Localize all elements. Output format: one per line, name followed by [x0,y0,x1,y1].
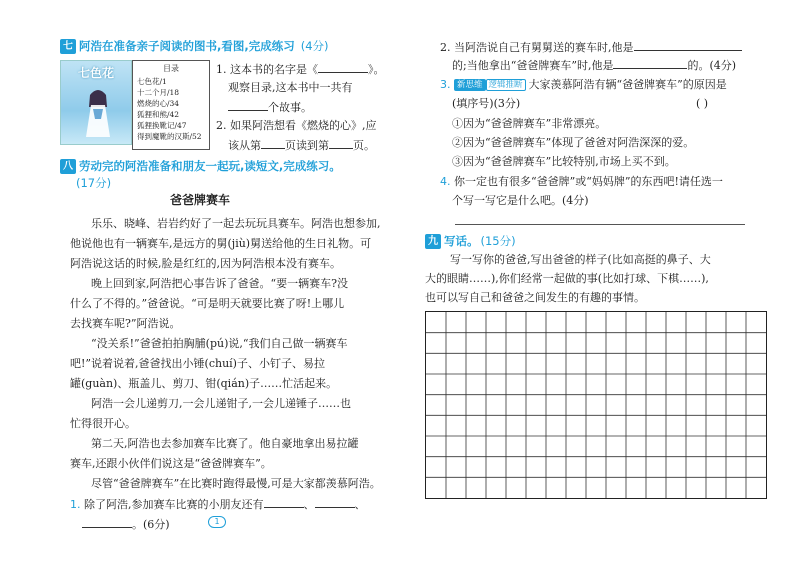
s8-question-1-cont: 。(6分) [82,517,170,532]
option-1: ①因为“爸爸牌赛车”非常漂亮。 [452,117,607,130]
page-number: 1 [208,516,226,528]
answer-blank[interactable] [634,40,742,51]
section8-header [60,158,341,174]
section9-score: (15分) [480,234,516,248]
story-line: 吧!”说着说着,爸爸找出小锤(chuí)子、小钉子、易拉 [70,357,325,370]
answer-blank[interactable] [318,62,368,73]
s7-question-2: 2. 如果阿浩想看《燃烧的心》,应 [216,119,377,132]
toc-item: 燃烧的心/34 [137,99,180,108]
story-line: “没关系!”爸爸拍拍胸脯(pú)说,“我们自己做一辆赛车 [91,337,348,350]
story-line: 他说他也有一辆赛车,是远方的舅(jiù)舅送给他的生日礼物。可 [70,237,372,250]
story-line: 阿浩一会儿递剪刀,一会儿递钳子,一会儿递锤子……也 [91,397,351,410]
writing-prompt-line: 也可以写自己和爸爸之间发生的有趣的事情。 [425,291,645,304]
section8-title: 劳动完的阿浩准备和朋友一起玩,读短文,完成练习。 [79,159,341,173]
toc-item: 得到魔靴的汉斯/52 [137,132,202,141]
section7-header [60,38,329,54]
s7-question-1-cont: 观察目录,这本书中一共有 [228,81,353,94]
story-line: 尽管“爸爸牌赛车”在比赛时跑得最慢,可是大家都羡慕阿浩。 [91,477,381,490]
new-thinking-tag: 新思维 [454,79,486,91]
s8-question-3-cont: (填序号)(3分) [452,97,521,110]
writing-grid[interactable] [425,311,767,499]
section8-score-row [76,175,111,191]
section7-title: 阿浩在准备亲子阅读的图书,看图,完成练习 [79,39,295,53]
answer-blank[interactable] [228,100,268,111]
s7-question-1: 1. 这本书的名字是《 》。 [216,63,385,76]
section7-badge: 七 [60,39,76,54]
s8-question-3: 3. 新思维 逻辑推断 大家羡慕阿浩有辆“爸爸牌赛车”的原因是 [440,78,727,91]
story-line: 阿浩说这话的时候,脸是红红的,因为阿浩根本没有赛车。 [70,257,341,270]
story-line: 去找赛车呢?”阿浩说。 [70,317,181,330]
writing-prompt-line: 大的眼睛……),你们经常一起做的事(比如打球、下棋……), [425,272,709,285]
answer-blank[interactable] [315,497,355,508]
toc-item: 狐狸换靴记/47 [137,121,187,130]
section7-score: (4分) [300,39,329,53]
s8-question-1: 1. 除了阿浩,参加赛车比赛的小朋友还有 、 、 [70,498,366,511]
story-title: 爸爸牌赛车 [169,193,230,207]
section8-badge: 八 [60,159,76,174]
story-line: 晚上回到家,阿浩把心事告诉了爸爸。“要一辆赛车?没 [91,277,349,290]
table-of-contents [132,60,210,150]
answer-line[interactable] [455,224,745,225]
book-cover-title: 七色花 [77,66,114,80]
book-cover-image [60,60,132,145]
toc-item: 十二个月/18 [137,88,180,97]
story-line: 赛车,还跟小伙伴们说这是“爸爸牌赛车”。 [70,457,272,470]
story-line: 乐乐、晓峰、岩岩约好了一起去玩玩具赛车。阿浩也想参加, [91,217,381,230]
section9-header [425,233,516,249]
logic-tag: 逻辑推断 [486,79,526,91]
section9-badge: 九 [425,234,441,249]
story-line: 什么了不得的。”爸爸说。“可是明天就要比赛了呀!上哪儿 [70,297,345,310]
section8-score: (17分) [76,176,112,190]
s8-question-4: 4. 你一定也有很多“爸爸牌”或“妈妈牌”的东西吧!请任选一 [440,175,723,188]
answer-blank[interactable] [329,138,353,149]
story-line: 罐(guàn)、瓶盖儿、剪刀、钳(qián)子……忙活起来。 [70,377,338,390]
girl-illustration-icon [83,89,113,139]
answer-blank[interactable] [613,58,687,69]
s8-question-4-cont: 个写一写它是什么吧。(4分) [452,194,589,207]
s7-question-1-end: 个故事。 [228,100,312,115]
answer-blank[interactable] [264,497,304,508]
writing-grid-lines [426,312,766,498]
answer-blank[interactable] [261,138,285,149]
toc-item: 七色花/1 [137,77,167,86]
s7-question-2-cont: 该从第 页读到第 页。 [228,139,375,152]
s8-question-2: 2. 当阿浩说自己有舅舅送的赛车时,他是 [440,40,742,55]
writing-prompt-line: 写一写你的爸爸,写出爸爸的样子(比如高挺的鼻子、大 [450,253,711,266]
section9-title: 写话。 [444,234,479,248]
toc-item: 狐狸和熊/42 [137,110,180,119]
answer-paren[interactable]: ( ) [696,97,709,110]
s8-question-2-cont: 的;当他拿出“爸爸牌赛车”时,他是 的。(4分) [452,59,737,72]
option-3: ③因为“爸爸牌赛车”比较特别,市场上买不到。 [452,155,676,168]
toc-title: 目录 [163,64,179,73]
story-line: 忙得很开心。 [70,417,136,430]
option-2: ②因为“爸爸牌赛车”体现了爸爸对阿浩深深的爱。 [452,136,695,149]
answer-blank[interactable] [82,517,132,528]
story-line: 第二天,阿浩也去参加赛车比赛了。他自豪地拿出易拉罐 [91,437,359,450]
